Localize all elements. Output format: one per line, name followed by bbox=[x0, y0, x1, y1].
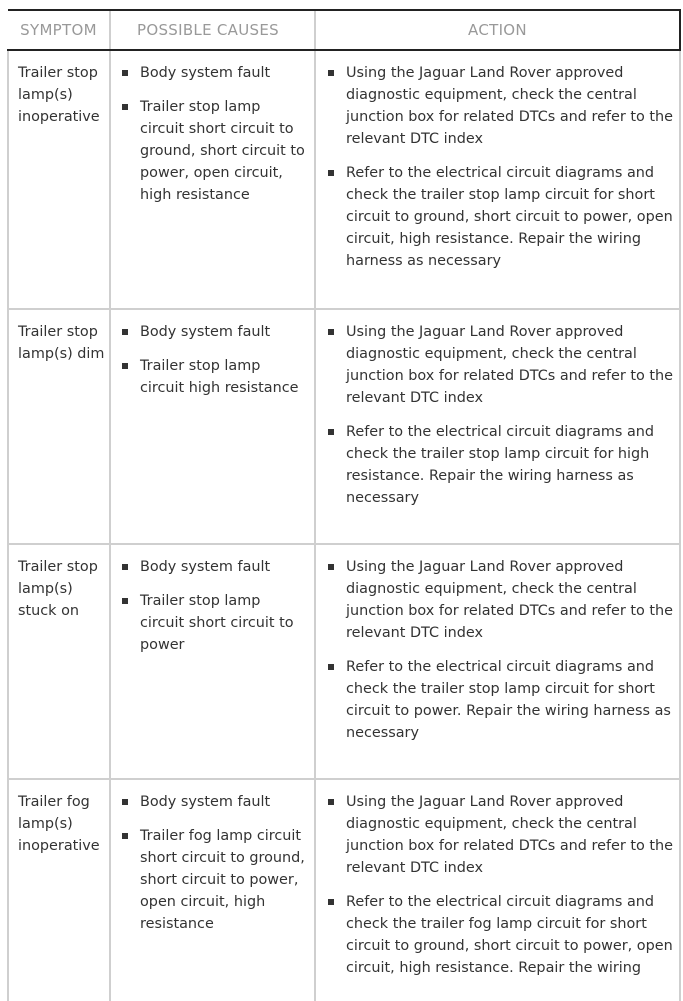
table-row bbox=[8, 50, 680, 309]
action-cell bbox=[315, 779, 680, 1001]
causes-cell bbox=[110, 544, 315, 779]
actions-list bbox=[325, 62, 673, 272]
cause-item: Trailer stop lamp circuit short circuit to ground, short circuit to power, open circuit, high resistance bbox=[119, 96, 308, 206]
actions-list bbox=[325, 321, 673, 509]
table-header-row bbox=[8, 10, 680, 50]
action-item: Refer to the electrical circuit diagrams and check the trailer stop lamp circuit for short circuit to power. Repair the wiring harness as necessary bbox=[325, 656, 673, 744]
causes-list bbox=[119, 556, 308, 656]
action-item: Refer to the electrical circuit diagrams and check the trailer fog lamp circuit for short circuit to ground, short circuit to power, open circuit, high resistance. Repair the wiring bbox=[325, 891, 673, 979]
cause-item: Trailer stop lamp circuit high resistance bbox=[119, 355, 308, 399]
cause-item: Trailer stop lamp circuit short circuit to power bbox=[119, 590, 308, 656]
header-action: ACTION bbox=[315, 10, 680, 50]
header-symptom: SYMPTOM bbox=[8, 10, 110, 50]
action-item: Refer to the electrical circuit diagrams and check the trailer stop lamp circuit for high resistance. Repair the wiring harness as necessary bbox=[325, 421, 673, 509]
symptom-cell: Trailer stop lamp(s) inoperative bbox=[8, 50, 110, 309]
action-item: Refer to the electrical circuit diagrams and check the trailer stop lamp circuit for short circuit to ground, short circuit to power, open circuit, high resistance. Repair the wiring harness as necessary bbox=[325, 162, 673, 272]
diagnostic-table-page bbox=[7, 9, 679, 1001]
table-row bbox=[8, 544, 680, 779]
action-cell bbox=[315, 309, 680, 544]
action-cell bbox=[315, 544, 680, 779]
actions-list bbox=[325, 556, 673, 744]
symptom-cell: Trailer stop lamp(s) stuck on bbox=[8, 544, 110, 779]
causes-list bbox=[119, 791, 308, 935]
table-row bbox=[8, 779, 680, 1001]
action-cell bbox=[315, 50, 680, 309]
header-possible-causes: POSSIBLE CAUSES bbox=[110, 10, 315, 50]
cause-item: Body system fault bbox=[119, 791, 308, 813]
causes-cell bbox=[110, 50, 315, 309]
cause-item: Trailer fog lamp circuit short circuit to ground, short circuit to power, open circuit, high resistance bbox=[119, 825, 308, 935]
symptom-chart-table bbox=[7, 9, 681, 1001]
cause-item: Body system fault bbox=[119, 556, 308, 578]
causes-cell bbox=[110, 779, 315, 1001]
action-item: Using the Jaguar Land Rover approved diagnostic equipment, check the central junction box for related DTCs and refer to the relevant DTC index bbox=[325, 62, 673, 150]
causes-list bbox=[119, 62, 308, 206]
symptom-cell: Trailer stop lamp(s) dim bbox=[8, 309, 110, 544]
causes-cell bbox=[110, 309, 315, 544]
cause-item: Body system fault bbox=[119, 321, 308, 343]
action-item: Using the Jaguar Land Rover approved diagnostic equipment, check the central junction box for related DTCs and refer to the relevant DTC index bbox=[325, 556, 673, 644]
action-item: Using the Jaguar Land Rover approved diagnostic equipment, check the central junction box for related DTCs and refer to the relevant DTC index bbox=[325, 791, 673, 879]
actions-list bbox=[325, 791, 673, 979]
cause-item: Body system fault bbox=[119, 62, 308, 84]
causes-list bbox=[119, 321, 308, 399]
symptom-cell: Trailer fog lamp(s) inoperative bbox=[8, 779, 110, 1001]
table-row bbox=[8, 309, 680, 544]
action-item: Using the Jaguar Land Rover approved diagnostic equipment, check the central junction box for related DTCs and refer to the relevant DTC index bbox=[325, 321, 673, 409]
